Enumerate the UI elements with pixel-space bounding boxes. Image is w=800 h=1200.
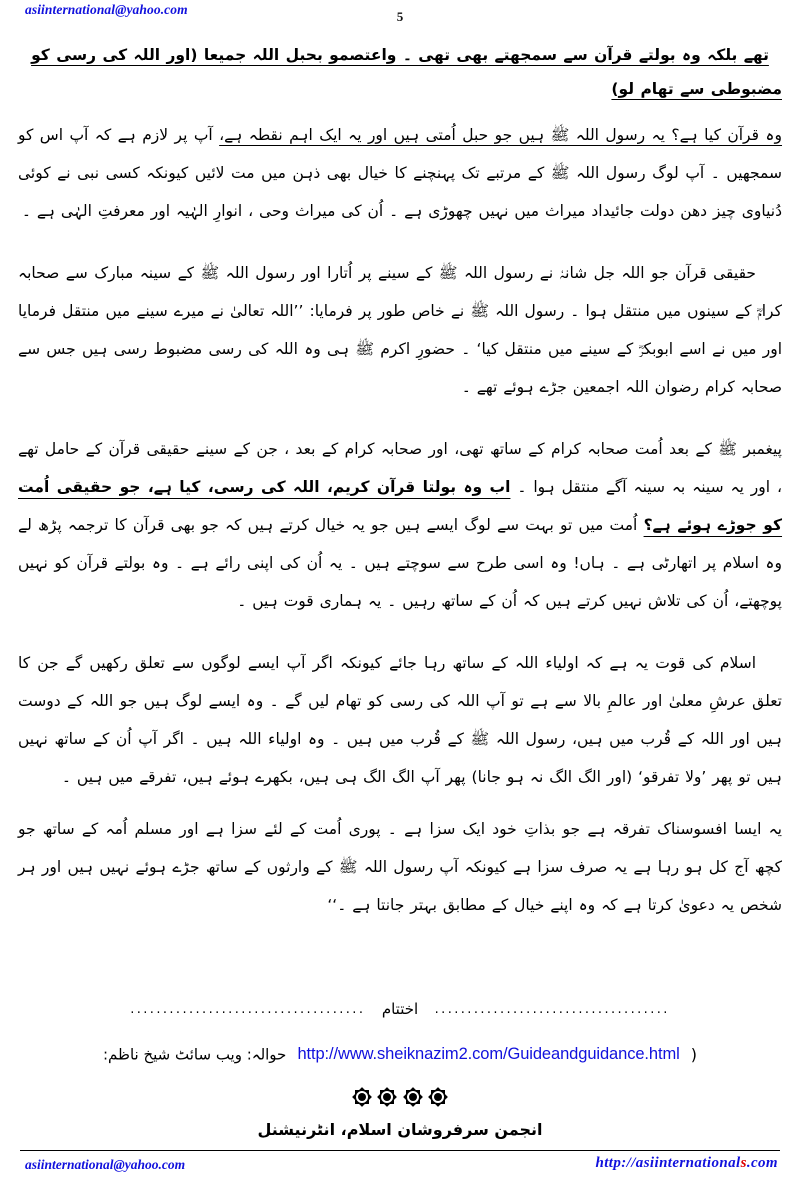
page-number: 5 <box>396 9 404 24</box>
footer-website[interactable] <box>595 1155 778 1172</box>
conclusion-word: اختتام <box>381 1000 419 1018</box>
paragraph-2 <box>18 254 782 406</box>
paragraph-3-text: پیغمبر ﷺ کے بعد اُمت صحابہ کرام کے ساتھ تھی، اور صحابہ کرام کے بعد ، جن کے سینے حقیقی قرآن کے حامل تھے ، اور یہ سینہ بہ سینہ آگے منتقل ہوا ۔ <box>18 440 782 496</box>
paragraph-1-text: آپ پر لازم ہے کہ آپ اس کو سمجھیں ۔ آپ لوگ رسول اللہ ﷺ کے مرتبے تک پہنچنے کا خیال بھی ذہن میں مت لائیں کیونکہ کسی نبی نے کوئی دُنیاوی چیز دھن دولت جائیداد میراث میں نہیں چھوڑی ہے ۔ اُن کی میراث وحی ، انوارِ الہٰیہ اور معرفتِ الہٰی ہے ۔ <box>18 126 782 220</box>
footer-email[interactable]: asiinternational@yahoo.com <box>25 1157 186 1172</box>
paragraph-gap <box>18 244 782 254</box>
paragraph-5-text: یہ ایسا افسوسناک تفرقہ ہے جو بذاتِ خود ایک سزا ہے ۔ پوری اُمت کے لئے سزا ہے اور مسلم اُمہ کے ساتھ جو کچھ آج کل ہو رہا ہے یہ صرف سزا ہے کیونکہ آپ رسول اللہ ﷺ کے وارثوں کے ساتھ جڑے ہوئے نہیں ہیں اور ہر شخص یہ دعویٰ کرتا ہے کہ وہ اپنے خیال کے مطابق بہتر جانتا ہے ۔‘‘ <box>18 820 782 914</box>
paragraph-2-text: حقیقی قرآن جو اللہ جل شانہٗ نے رسول اللہ ﷺ کے سینے پر اُتارا اور رسول اللہ ﷺ کے سینہ مبارک سے صحابہ کرامؓ کے سینوں میں منتقل ہوا ۔ رسول اللہ ﷺ نے خاص طور پر فرمایا: ’’اللہ تعالیٰ نے میرے سینے میں منتقل فرمایا اور میں نے اسے ابوبکرؓ کے سینے میں منتقل کیا‘ ۔ حضورِ اکرم ﷺ ہی وہ اللہ کی رسی مضبوط رسی ہیں جس سے صحابہ کرام رضوان اللہ اجمعین جڑے ہوئے تھے ۔ <box>18 264 782 396</box>
star-ornament-icon <box>378 1088 396 1106</box>
paragraph-gap <box>18 634 782 644</box>
paragraph-4 <box>18 644 782 796</box>
paragraph-3-underlined-question: اب وہ بولتا قرآن کریم، اللہ کی رسی، کیا ہے، جو حقیقی اُمت کو جوڑے ہوئے ہے؟ <box>18 478 783 534</box>
reference-label: حوالہ: ویب سائٹ شیخ ناظم: <box>102 1045 287 1064</box>
footer-website-highlight: s <box>740 1155 747 1171</box>
reference-open-paren: ( <box>690 1045 698 1064</box>
page-header <box>0 0 800 36</box>
star-ornament-icon <box>353 1088 371 1106</box>
conclusion-dots-left: .................................... <box>130 1001 366 1017</box>
star-ornament-icon <box>429 1088 447 1106</box>
star-ornament-icon <box>404 1088 422 1106</box>
ornament-divider <box>0 1088 800 1106</box>
reference-url-link[interactable]: http://www.sheiknazim2.com/Guideandguidance.html <box>297 1045 680 1063</box>
paragraph-1-underlined-prefix: وہ قرآن کیا ہے؟ یہ رسول اللہ ﷺ ہیں جو حبل اُمتی ہیں اور یہ ایک اہم نقطہ ہے، <box>219 126 783 144</box>
paragraph-gap <box>18 420 782 430</box>
document-body <box>18 38 782 938</box>
paragraph-4-text: اسلام کی قوت یہ ہے کہ اولیاء اللہ کے ساتھ رہا جائے کیونکہ اگر آپ ایسے لوگوں سے تعلق رکھیں گے جن کا تعلق عرشِ معلیٰ اور عالمِ بالا سے ہے تو آپ اللہ کی رسی کو تھام لیں گے ۔ وہ ایسے لوگ ہیں جو اللہ کے دوست ہیں اور اللہ کے قُرب میں ہیں، رسول اللہ ﷺ کے قُرب میں ہیں ۔ وہ اولیاء اللہ ہیں ۔ اگر آپ اُن کے ساتھ نہیں ہیں تو پھر ’ولا تفرقو‘ (اور الگ الگ نہ ہو جانا) پھر آپ الگ الگ ہی ہیں، بکھرے ہوئے ہیں، تفرقے میں ہیں ۔ <box>18 654 782 786</box>
paragraph-1 <box>18 116 782 230</box>
conclusion-dots-right: .................................... <box>434 1001 670 1017</box>
header-email[interactable]: asiinternational@yahoo.com <box>25 2 188 17</box>
footer-organization-name: انجمن سرفروشان اسلام، انٹرنیشنل <box>257 1120 543 1139</box>
footer-divider-rule <box>20 1150 780 1151</box>
reference-line <box>0 1044 800 1064</box>
paragraph-5 <box>18 810 782 924</box>
paragraph-3 <box>18 430 782 620</box>
conclusion-separator <box>0 1000 800 1018</box>
footer-website-suffix: .com <box>746 1155 778 1171</box>
paragraph-3-text-after: اُمت میں تو بہت سے لوگ ایسے ہیں جو یہ خیال کرتے ہیں کہ جو بھی قرآن کا ترجمہ پڑھ لے وہ اسلام پر اتھارٹی ہے ۔ ہاں! وہ اسی طرح سے سوچتے ہیں ۔ یہ اُن کی اپنی رائے ہے ۔ وہ بولتے قرآن کو نہیں پوچھتے، اُن کی تلاش نہیں کرتے ہیں کہ اُن کے ساتھ رہیں ۔ یہ ہماری قوت ہیں ۔ <box>18 516 782 610</box>
lead-heading-line: تھے بلکہ وہ بولتے قرآن سے سمجھتے بھی تھی ۔ واعتصمو بحبل اللہ جميعا (اور اللہ کی رسی کو مضبوطی سے تھام لو) <box>31 46 782 98</box>
footer-website-prefix: http://asiinternational <box>595 1155 741 1171</box>
